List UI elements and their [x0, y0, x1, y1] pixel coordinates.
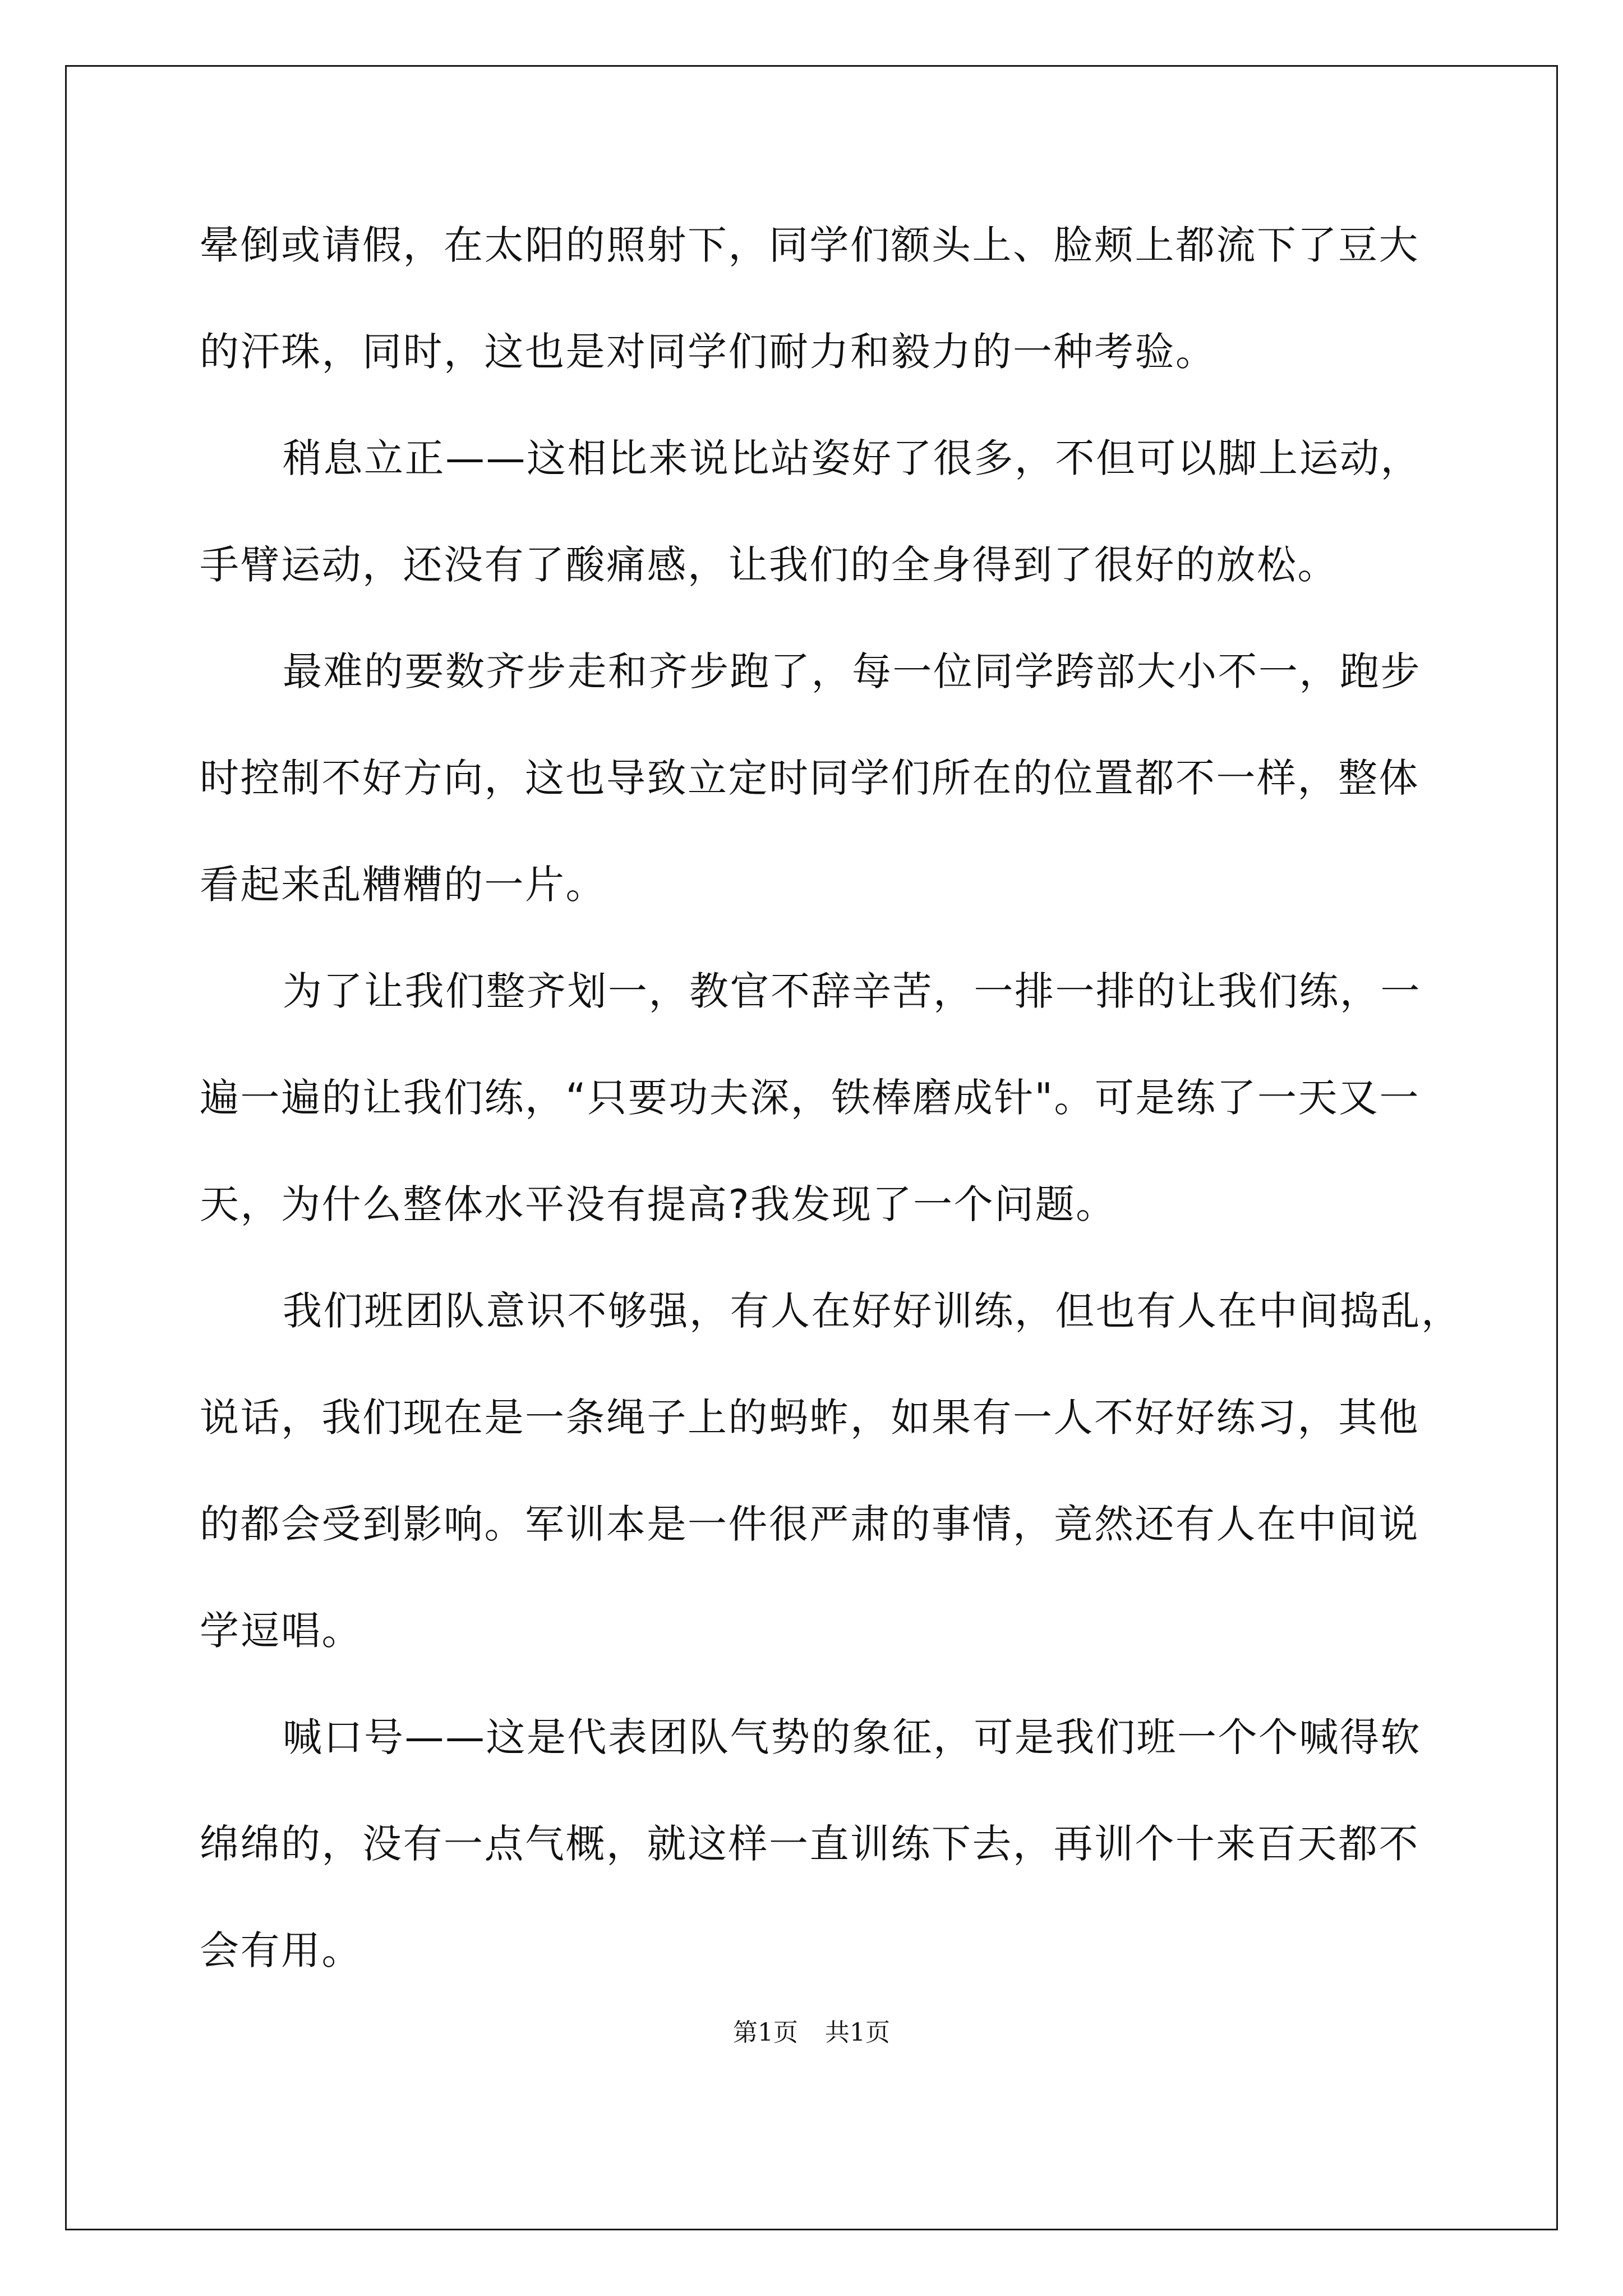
text-line: 的都会受到影响。军训本是一件很严肃的事情，竟然还有人在中间说 [200, 1501, 1419, 1547]
paragraph-first-line: 最难的要数齐步走和齐步跑了，每一位同学跨部大小不一，跑步 [283, 648, 1421, 694]
text-line: 时控制不好方向，这也导致立定时同学们所在的位置都不一样，整体 [200, 755, 1419, 801]
paragraph-first-line: 为了让我们整齐划一，教官不辞辛苦，一排一排的让我们练，一 [283, 968, 1421, 1014]
document-body [200, 218, 1462, 2030]
paragraph-first-line: 稍息立正——这相比来说比站姿好了很多，不但可以脚上运动， [283, 435, 1421, 481]
text-line: 会有用。 [200, 1927, 362, 1973]
text-line: 手臂运动，还没有了酸痛感，让我们的全身得到了很好的放松。 [200, 542, 1338, 588]
text-line: 的汗珠，同时，这也是对同学们耐力和毅力的一种考验。 [200, 329, 1216, 375]
text-line: 遍一遍的让我们练，“只要功夫深，铁棒磨成针"。可是练了一天又一 [200, 1075, 1420, 1121]
text-line: 说话，我们现在是一条绳子上的蚂蚱，如果有一人不好好练习，其他 [200, 1395, 1419, 1441]
page-total: 共1页 [825, 2018, 890, 2047]
page-number: 第1页 [733, 2018, 798, 2047]
text-line: 绵绵的，没有一点气概，就这样一直训练下去，再训个十来百天都不 [200, 1821, 1419, 1867]
paragraph-first-line: 我们班团队意识不够强，有人在好好训练，但也有人在中间捣乱， [283, 1288, 1462, 1334]
page-footer [0, 2016, 1623, 2050]
paragraph-first-line: 喊口号——这是代表团队气势的象征，可是我们班一个个喊得软 [283, 1714, 1421, 1760]
text-line: 晕倒或请假，在太阳的照射下，同学们额头上、脸颊上都流下了豆大 [200, 222, 1419, 268]
text-line: 看起来乱糟糟的一片。 [200, 862, 606, 908]
text-line: 学逗唱。 [200, 1608, 362, 1654]
text-line: 天，为什么整体水平没有提高?我发现了一个问题。 [200, 1181, 1117, 1227]
